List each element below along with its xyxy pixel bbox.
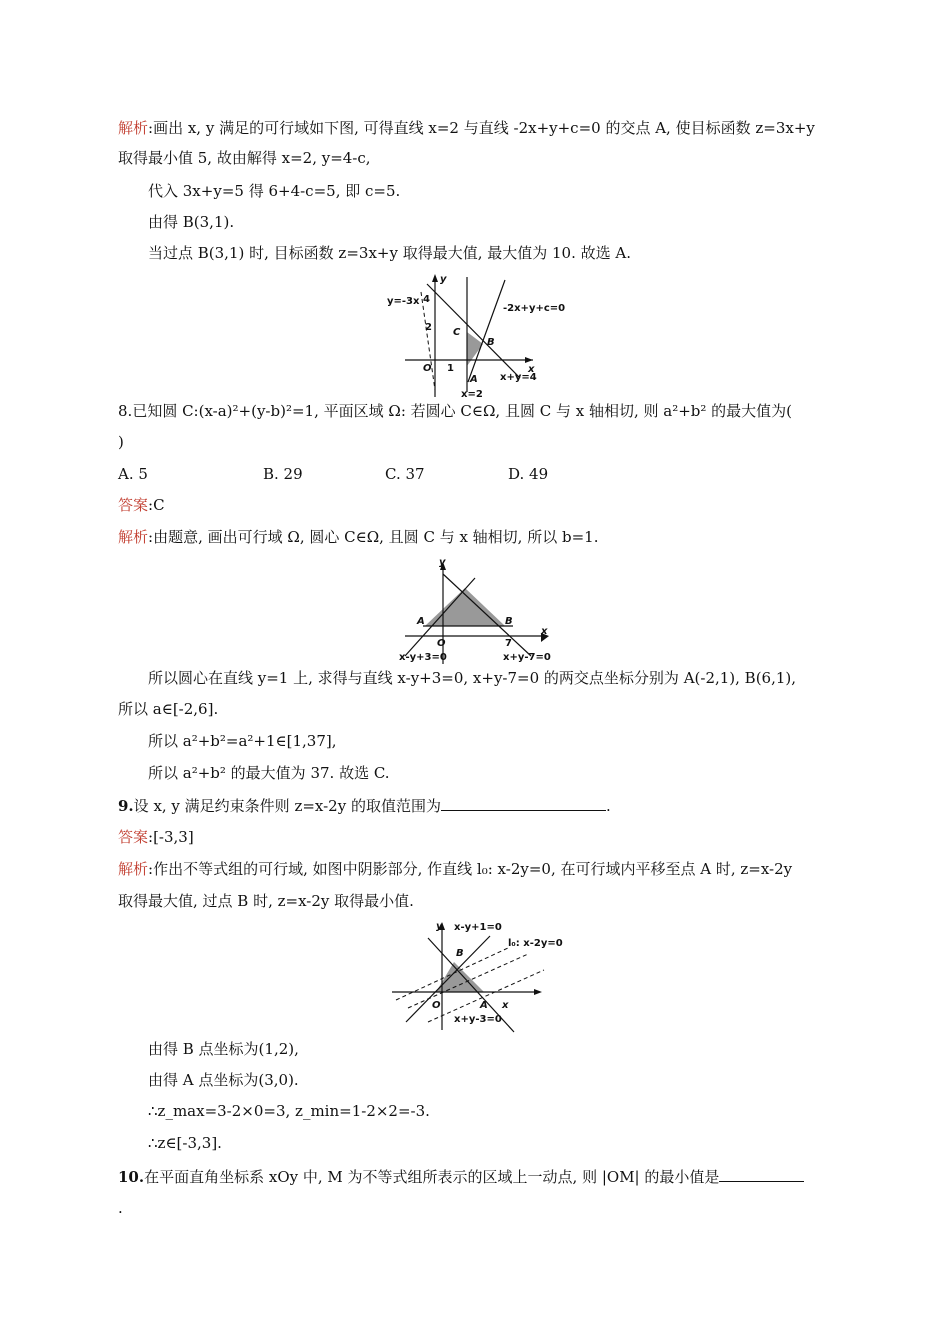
- p8-stem: 8.已知圆 C:(x-a)²+(y-b)²=1, 平面区域 Ω: 若圆心 C∈Ω, 且圆 C 与 x 轴相切, 则 a²+b² 的最大值为(: [118, 402, 793, 420]
- fig2-label-y: y: [439, 557, 446, 568]
- fig3-label-y: y: [436, 921, 443, 932]
- p7-solution-line1: 解析:画出 x, y 满足的可行域如下图, 可得直线 x=2 与直线 -2x+y+c=0 的交点 A, 使目标函数 z=3x+y: [118, 119, 815, 137]
- solution-label: 解析: [118, 119, 149, 137]
- fig2-label-line2: x+y-7=0: [503, 652, 551, 663]
- figure-feasible-region-1: [385, 272, 575, 402]
- fig1-label-x-plus-y: x+y=4: [500, 372, 537, 383]
- fig3-label-O: O: [432, 1000, 441, 1011]
- fig1-label-4: 4: [423, 294, 430, 305]
- fig1-label-A: A: [470, 374, 478, 385]
- fig1-label-B: B: [487, 337, 495, 348]
- fig3-label-line1: x-y+1=0: [454, 922, 502, 933]
- figure-feasible-region-2: [395, 554, 560, 666]
- fig1-label-line-c: -2x+y+c=0: [503, 303, 566, 314]
- fig3-label-l0: l₀: x-2y=0: [508, 938, 563, 949]
- p10-tail: .: [118, 1199, 123, 1217]
- p8-solution4: 所以 a²+b²=a²+1∈[1,37],: [148, 732, 337, 750]
- p9-solution5: ∴z_max=3-2×0=3, z_min=1-2×2=-3.: [148, 1102, 430, 1120]
- p8-option-b: B. 29: [263, 465, 303, 483]
- p9-solution3: 由得 B 点坐标为(1,2),: [148, 1040, 299, 1058]
- p10-stem: 10.在平面直角坐标系 xOy 中, M 为不等式组所表示的区域上一动点, 则 |OM| 的最小值是: [118, 1167, 804, 1187]
- p8-option-c: C. 37: [385, 465, 425, 483]
- p8-solution3: 所以 a∈[-2,6].: [118, 700, 219, 718]
- p7-solution-line3: 代入 3x+y=5 得 6+4-c=5, 即 c=5.: [148, 182, 401, 200]
- fig2-label-O: O: [437, 638, 446, 649]
- p9-solution6: ∴z∈[-3,3].: [148, 1134, 222, 1152]
- fig1-label-C: C: [453, 327, 461, 338]
- p7-solution-line2: 取得最小值 5, 故由解得 x=2, y=4-c,: [118, 149, 371, 167]
- fig1-label-x: x: [528, 364, 535, 375]
- fig1-label-y: y: [440, 274, 447, 285]
- p8-stem-end: ): [118, 433, 124, 451]
- fig3-label-line2: x+y-3=0: [454, 1014, 502, 1025]
- fig1-label-O: O: [423, 363, 432, 374]
- p9-stem: 9.设 x, y 满足约束条件则 z=x-2y 的取值范围为 .: [118, 797, 611, 815]
- fig3-label-A: A: [480, 1000, 488, 1011]
- answer-blank: [719, 1167, 804, 1182]
- p9-answer: 答案:[-3,3]: [118, 828, 194, 846]
- p8-option-d: D. 49: [508, 465, 549, 483]
- p9-solution1: 解析:作出不等式组的可行域, 如图中阴影部分, 作直线 l₀: x-2y=0, 在可行域内平移至点 A 时, z=x-2y: [118, 860, 793, 878]
- p7-solution-line5: 当过点 B(3,1) 时, 目标函数 z=3x+y 取得最大值, 最大值为 10. 故选 A.: [148, 244, 632, 262]
- answer-blank: [441, 796, 606, 811]
- fig2-label-x: x: [541, 626, 548, 637]
- p8-solution1: 解析:由题意, 画出可行域 Ω, 圆心 C∈Ω, 且圆 C 与 x 轴相切, 所以 b=1.: [118, 528, 599, 546]
- figure-feasible-region-3: [388, 918, 566, 1036]
- fig1-label-1: 1: [447, 363, 454, 374]
- fig1-label-y-3x: y=-3x: [387, 296, 420, 307]
- fig3-label-B: B: [456, 948, 464, 959]
- p7-solution-line4: 由得 B(3,1).: [148, 213, 235, 231]
- fig2-label-B: B: [505, 616, 513, 627]
- p8-solution5: 所以 a²+b² 的最大值为 37. 故选 C.: [148, 764, 390, 782]
- p9-solution2: 取得最大值, 过点 B 时, z=x-2y 取得最小值.: [118, 892, 414, 910]
- p8-option-a: A. 5: [118, 465, 148, 483]
- fig3-label-x: x: [502, 1000, 509, 1011]
- fig1-label-2: 2: [425, 322, 432, 333]
- fig1-label-x2: x=2: [461, 389, 483, 400]
- fig2-label-7: 7: [505, 638, 512, 649]
- fig2-label-line1: x-y+3=0: [399, 652, 447, 663]
- p8-solution2: 所以圆心在直线 y=1 上, 求得与直线 x-y+3=0, x+y-7=0 的两交点坐标分别为 A(-2,1), B(6,1),: [148, 669, 797, 687]
- p8-answer: 答案:C: [118, 496, 165, 514]
- fig2-label-A: A: [417, 616, 425, 627]
- p9-solution4: 由得 A 点坐标为(3,0).: [148, 1071, 299, 1089]
